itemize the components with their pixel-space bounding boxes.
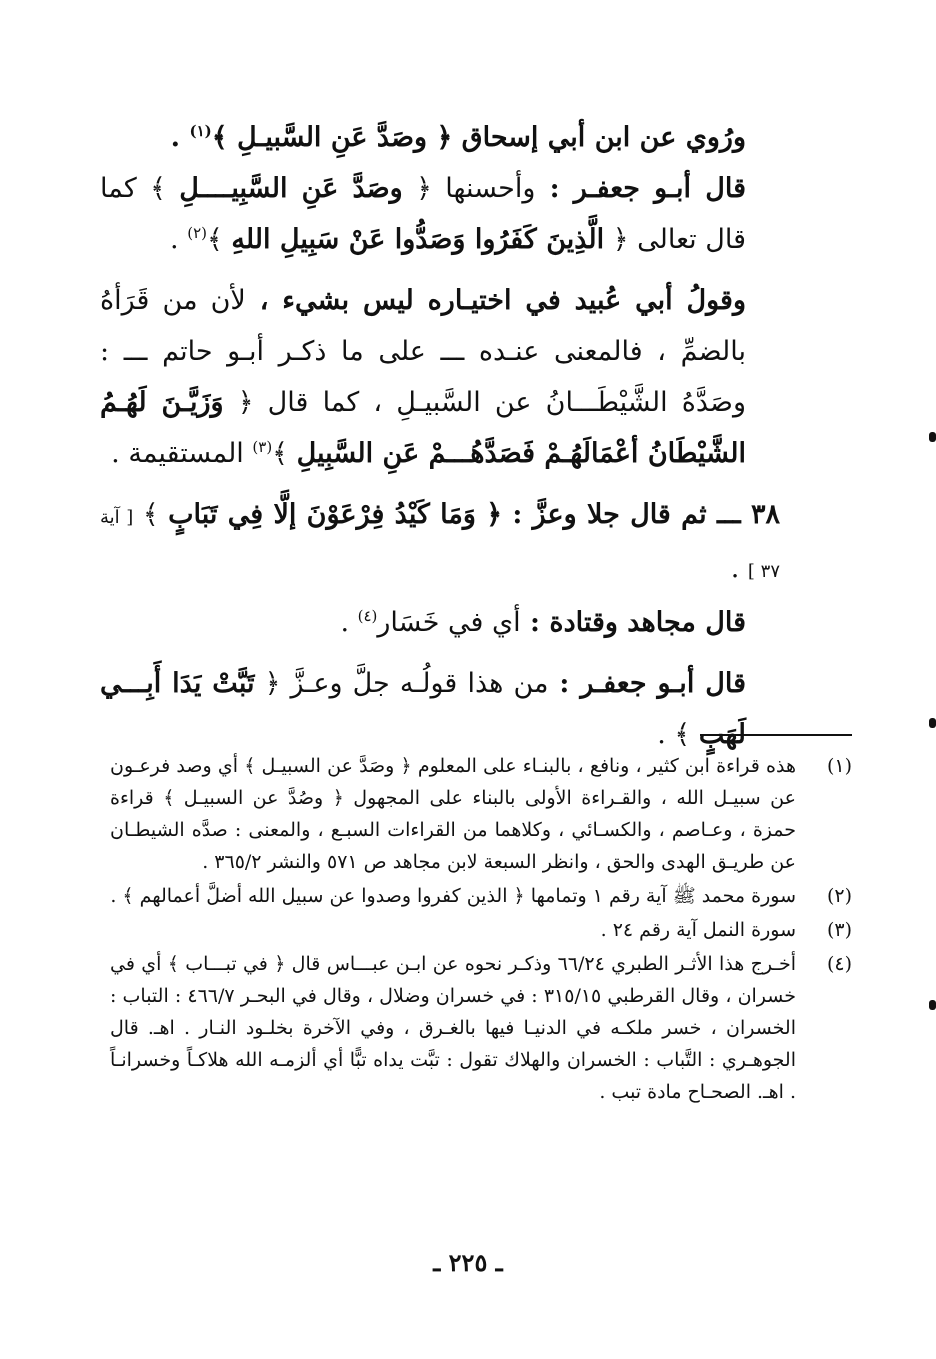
quran-quote: وصَدَّ عَنِ السَّبِيــــلِ	[179, 173, 403, 204]
footnote-ref-2[interactable]: (٢)	[187, 224, 207, 242]
text-run: قال أبـو جعفـر :	[548, 668, 747, 699]
footnote-number: (٤)	[826, 953, 852, 975]
footnote-text: هذه قراءة ابن كثير ، ونافع ، بالبنـاء على المعلوم ﴿ وصَدَّ عن السبيـل ﴾ أي وصد فرعـون عن سبيـل الله ، والقـراءة الأولى بالبناء على المجهول ﴿ وصُدَّ عن السبيـل ﴾ قراءة حمزة ، وعـاصم ، والكسـائي ، وكلاهما من القراءات السبـع ، والمعنى : صدَّه الشيطـان عن طريـق الهدى والحق ، وانظر السبعة لابن مجاهد ص ٥٧١ والنشر ٣٦٥/٢ .	[110, 755, 796, 873]
text-run: وقولُ أبي عُبيد في اختيـاره ليس بشيء ،	[245, 285, 747, 316]
footnote-divider	[700, 734, 852, 736]
text-run: وأحسنها ﴿	[402, 173, 536, 204]
footnote-ref-3[interactable]: (٣)	[252, 438, 273, 456]
page-number: ـ ٢٢٥ ـ	[433, 1248, 503, 1277]
quran-quote: وَمَا كَيْدُ فِرْعَوْنَ إلَّا فِي تَبَابٍ	[168, 499, 476, 530]
quran-quote: الَّذِينَ كَفَرُوا وَصَدُّوا عَنْ سَبِيلِ اللهِ	[231, 224, 605, 255]
text-run: لأن من قَرَأهُ بالضمِّ ، فالمعنى عنـده ـــ على ما ذكـر أبـو حاتم ـــ : وصَدَّهُ الشَّيْطَـــانُ عن السَّبيـلِ ، كما قال ﴿	[100, 285, 746, 418]
footnote-number: (٢)	[826, 885, 852, 907]
scan-mark	[929, 718, 936, 728]
text-run: ﴾	[206, 224, 232, 255]
footnote-text: أخـرج هذا الأثـر الطبري ٦٦/٢٤ وذكـر نحوه عن ابـن عبـــاس قال ﴿ في تبـــاب ﴾ أي في خسران ، وقال القرطبي ٣١٥/١٥ : في خسران وضلال ، وقال في البحـر ٤٦٦/٧ : التباب : الخسران ، خسر ملكـه في الدنيـا فيها بالغـرق ، وفي الآخرة بخلـود النـار . اهـ. قال الجوهـري : التَّباب : الخسران والهلاك تقول : تبَّت يداه تبًّا أي ألزمـه الله هلاكـاً وخسرانـاً . اهـ. الصحـاح مادة تبب .	[110, 953, 796, 1103]
text-run: المستقيمة .	[111, 438, 253, 469]
quran-quote: وَزَيَّـنَ لَهُـمُ الشَّيْطَانُ أعْمَالَهُـمْ فَصَدَّهُـــمْ عَنِ السَّبِيلِ	[100, 387, 746, 469]
footnote-ref-4[interactable]: (٤)	[357, 607, 378, 625]
footnote-3	[110, 914, 852, 946]
text-run: ورُوي عن ابن أبي إسحاق ﴿ وصَدَّ عَنِ السَّبيـلِ ﴾	[211, 122, 746, 153]
paragraph-4	[100, 489, 780, 597]
footnotes	[110, 750, 852, 1110]
text-run: من هذا قولُـه جلَّ وعـزَّ ﴿	[254, 668, 549, 699]
text-run: ثم قال جلا وعزَّ : ﴿	[475, 499, 717, 530]
footnote-number: (١)	[826, 755, 852, 777]
text-run: .	[170, 224, 188, 255]
section-number: ٣٨ ـــ	[716, 499, 781, 530]
paragraph-6	[100, 658, 780, 760]
text-run: .	[170, 122, 190, 153]
text-run: قال مجاهد وقتادة :	[520, 607, 746, 638]
quran-quote: تَبَّتْ يَدَا أَبِـــي لَهَبٍ	[100, 668, 746, 750]
text-run: .	[730, 553, 748, 584]
scan-mark	[929, 432, 936, 442]
text-run: أي في خَسَار	[377, 607, 521, 638]
paragraph-2	[100, 163, 780, 265]
text-run: قال أبـو جعفـر :	[535, 173, 746, 204]
paragraph-1	[100, 112, 780, 163]
footnote-ref-1[interactable]: (١)	[189, 122, 212, 140]
text-run: ﴾ .	[657, 719, 699, 750]
footnote-4	[110, 948, 852, 1108]
footnote-number: (٣)	[826, 919, 852, 941]
footnote-2	[110, 880, 852, 912]
footnote-text: سورة النمل آية رقم ٢٤ .	[600, 919, 796, 941]
footnote-1	[110, 750, 852, 878]
main-text	[100, 112, 780, 760]
verse-reference: [ آية ٣٧ ]	[100, 507, 780, 582]
text-run: ﴾	[133, 499, 169, 530]
scan-mark	[929, 1000, 936, 1010]
text-run: ﴾ كما قال تعالى ﴿	[100, 173, 746, 255]
text-run: ﴾	[272, 438, 297, 469]
text-run: .	[340, 607, 358, 638]
paragraph-5	[100, 597, 780, 648]
paragraph-3	[100, 275, 780, 479]
footnote-text: سورة محمد ﷺ آية رقم ١ وتمامها ﴿ الذين كفروا وصدوا عن سبيل الله أضلَّ أعمالهم ﴾ .	[110, 885, 796, 907]
